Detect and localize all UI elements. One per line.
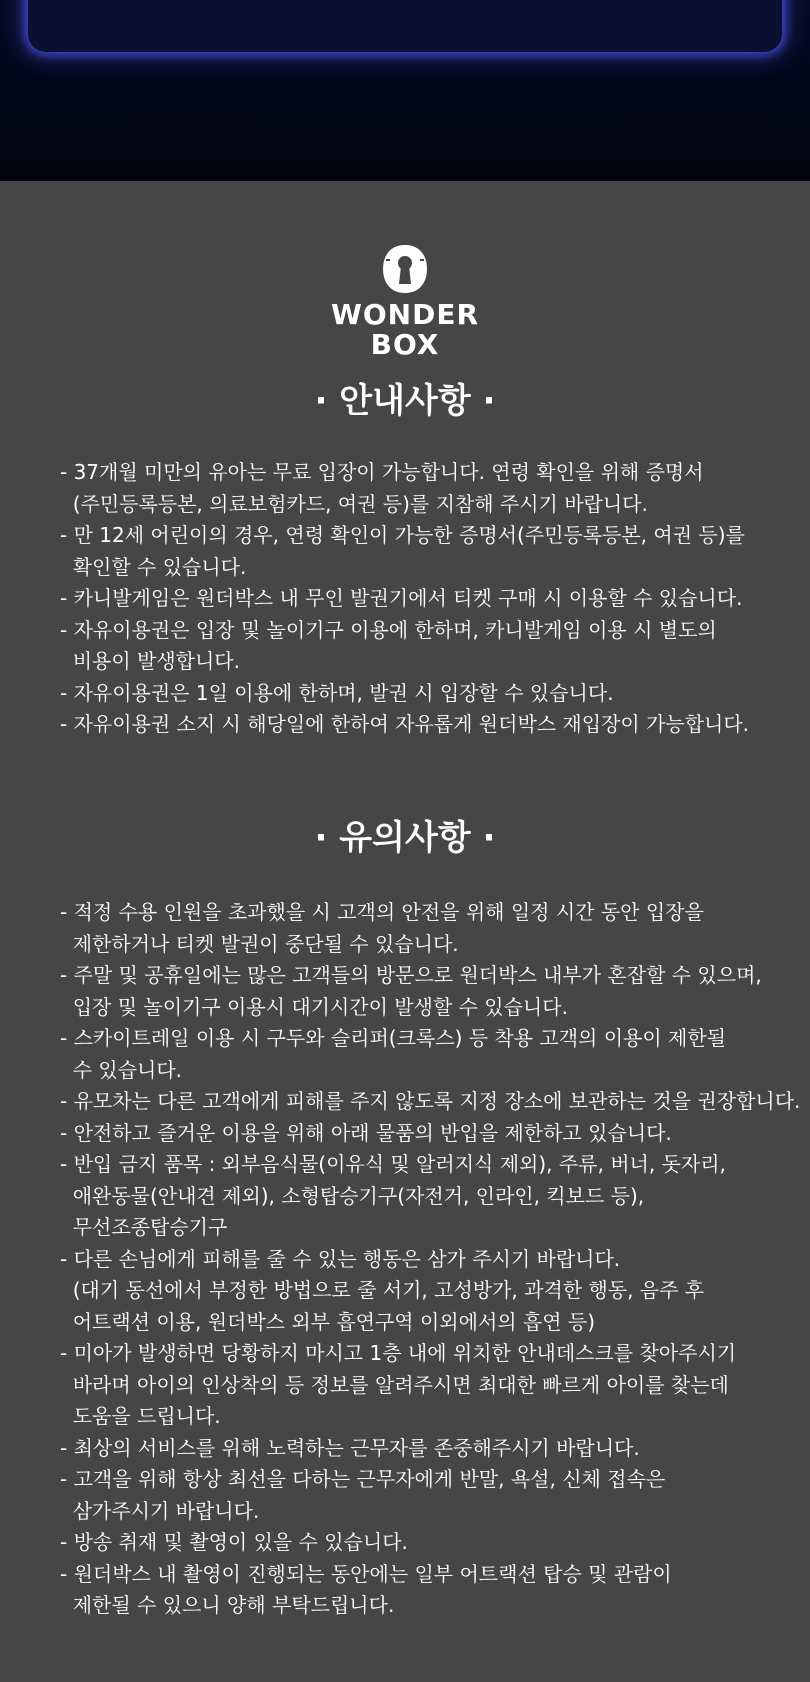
guide-item: - 자유이용권은 입장 및 놀이기구 이용에 한하며, 카니발게임 이용 시 별도의 비용이 발생합니다.	[60, 617, 717, 673]
caution-item: - 고객을 위해 항상 최선을 다하는 근무자에게 반말, 욕설, 신체 접속은 삼가주시기 바랍니다.	[60, 1467, 666, 1523]
logo-wordmark-line1: WONDER	[330, 298, 480, 331]
guide-item: - 자유이용권은 1일 이용에 한하며, 발권 시 입장할 수 있습니다.	[60, 680, 614, 705]
caution-item: - 방송 취재 및 촬영이 있을 수 있습니다.	[60, 1530, 408, 1554]
caution-list	[60, 897, 805, 1622]
banner-card	[28, 0, 782, 52]
caution-item: - 다른 손님에게 피해를 줄 수 있는 행동은 삼가 주시기 바랍니다. (대기 동선에서 부정한 방법으로 줄 서기, 고성방가, 과격한 행동, 음주 후 어트랙션 이용, 원더박스 외부 흡연구역 이외에서의 흡연 등)	[60, 1246, 705, 1334]
caution-item: - 적정 수용 인원을 초과했을 시 고객의 안전을 위해 일정 시간 동안 입장을 제한하거나 티켓 발권이 중단될 수 있습니다.	[60, 900, 704, 956]
caution-item: - 주말 및 공휴일에는 많은 고객들의 방문으로 원더박스 내부가 혼잡할 수 있으며, 입장 및 놀이기구 이용시 대기시간이 발생할 수 있습니다.	[60, 963, 762, 1019]
wonderbox-logo	[0, 244, 810, 360]
guide-item: - 만 12세 어린이의 경우, 연령 확인이 가능한 증명서(주민등록등본, 여권 등)를 확인할 수 있습니다.	[60, 523, 745, 579]
guide-list	[60, 457, 805, 741]
caution-item: - 원더박스 내 촬영이 진행되는 동안에는 일부 어트랙션 탑승 및 관람이 제한될 수 있으니 양해 부탁드립니다.	[60, 1561, 672, 1617]
caution-item: - 유모차는 다른 고객에게 피해를 주지 않도록 지정 장소에 보관하는 것을 권장합니다.	[60, 1089, 801, 1113]
caution-item: - 반입 금지 품목 : 외부음식물(이유식 및 알러지식 제외), 주류, 버너, 돗자리, 애완동물(안내견 제외), 소형탑승기구(자전거, 인라인, 킥보드 등), 무선조종탑승기구	[60, 1152, 726, 1239]
caution-item: - 스카이트레일 이용 시 구두와 슬리퍼(크록스) 등 착용 고객의 이용이 제한될 수 있습니다.	[60, 1026, 726, 1082]
keyhole-icon	[381, 244, 429, 294]
guide-title: · 안내사항 ·	[314, 381, 496, 421]
guide-item: - 카니발게임은 원더박스 내 무인 발권기에서 티켓 구매 시 이용할 수 있습니다.	[60, 586, 743, 610]
caution-title: · 유의사항 ·	[314, 818, 496, 858]
logo-wordmark-line2: BOX	[370, 328, 440, 361]
caution-item: - 안전하고 즐거운 이용을 위해 아래 물품의 반입을 제한하고 있습니다.	[60, 1120, 672, 1145]
top-banner	[0, 0, 810, 181]
caution-item: - 최상의 서비스를 위해 노력하는 근무자를 존중해주시기 바랍니다.	[60, 1435, 640, 1460]
guide-item: - 37개월 미만의 유아는 무료 입장이 가능합니다. 연령 확인을 위해 증명서 (주민등록등본, 의료보험카드, 여권 등)를 지참해 주시기 바랍니다.	[60, 460, 704, 516]
caution-item: - 미아가 발생하면 당황하지 마시고 1층 내에 위치한 안내데스크를 찾아주시기 바라며 아이의 인상착의 등 정보를 알려주시면 최대한 빠르게 아이를 찾는데 도움을 드립니다.	[60, 1341, 737, 1428]
guide-item: - 자유이용권 소지 시 해당일에 한하여 자유롭게 원더박스 재입장이 가능합니다.	[60, 712, 750, 736]
